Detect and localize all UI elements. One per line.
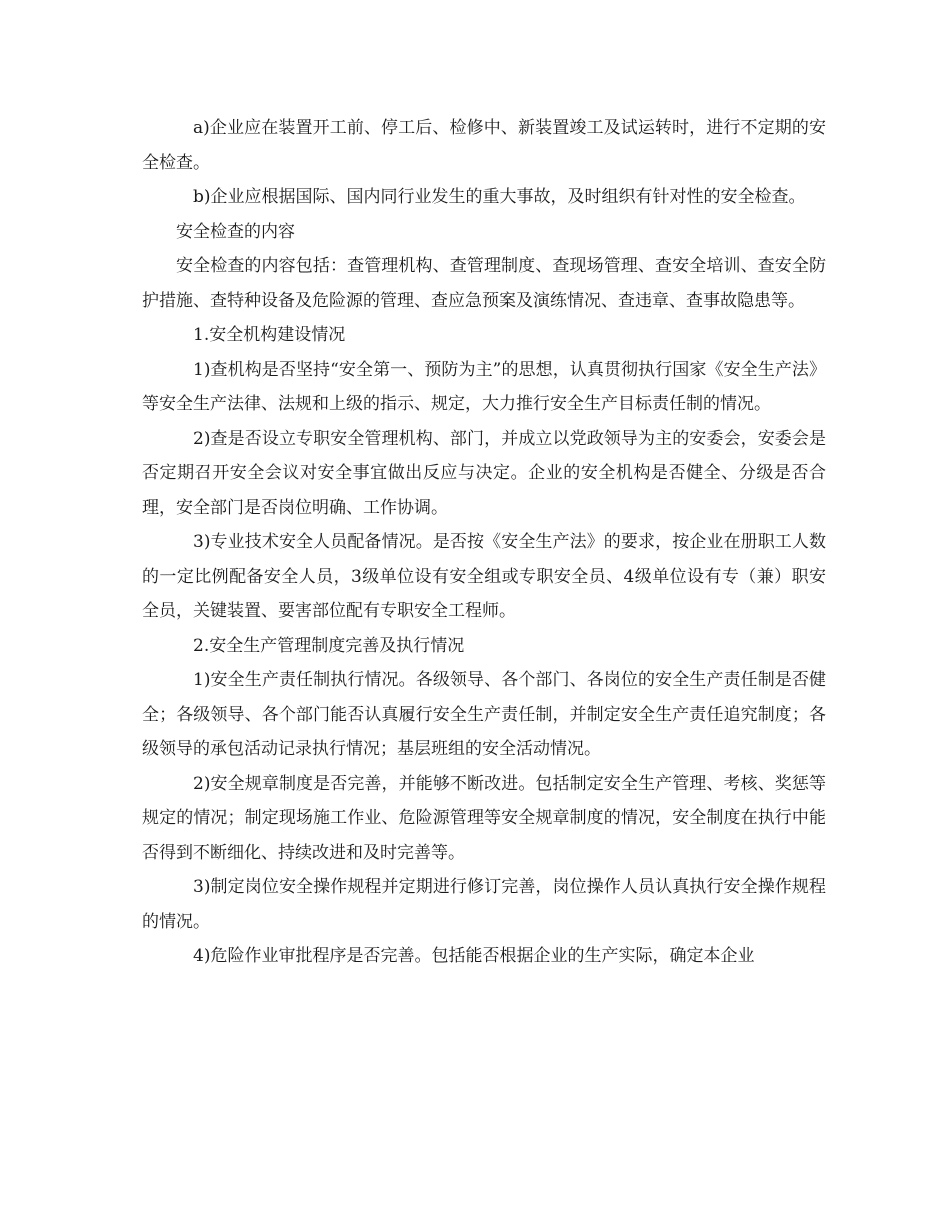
paragraph-system-2: 2)安全规章制度是否完善，并能够不断改进。包括制定安全生产管理、考核、奖惩等规定的情况；制定现场施工作业、危险源管理等安全规章制度的情况，安全制度在执行中能否得到不断细化、持续改进和及时完善等。: [142, 773, 826, 863]
paragraph-check-content-list: 安全检查的内容包括：查管理机构、查管理制度、查现场管理、查安全培训、查安全防护措施、查特种设备及危险源的管理、查应急预案及演练情况、查违章、查事故隐患等。: [142, 256, 826, 311]
paragraph-organization-1: 1)查机构是否坚持“安全第一、预防为主”的思想，认真贯彻执行国家《安全生产法》等安全生产法律、法规和上级的指示、规定，大力推行安全生产目标责任制的情况。: [142, 359, 826, 414]
document-body: [142, 111, 826, 974]
section-heading-check-content: 安全检查的内容: [176, 221, 295, 242]
paragraph-organization-2: 2)查是否设立专职安全管理机构、部门，并成立以党政领导为主的安委会，安委会是否定期召开安全会议对安全事宜做出反应与决定。企业的安全机构是否健全、分级是否合理，安全部门是否岗位明确、工作协调。: [142, 428, 826, 518]
paragraph-system-4: 4)危险作业审批程序是否完善。包括能否根据企业的生产实际，确定本企业: [193, 946, 755, 966]
paragraph-system-1: 1)安全生产责任制执行情况。各级领导、各个部门、各岗位的安全生产责任制是否健全；各级领导、各个部门能否认真履行安全生产责任制，并制定安全生产责任追究制度；各级领导的承包活动记录执行情况；基层班组的安全活动情况。: [142, 670, 826, 759]
section-heading-management-system: 2.安全生产管理制度完善及执行情况: [193, 635, 465, 656]
paragraph-check-accidents: b)企业应根据国际、国内同行业发生的重大事故，及时组织有针对性的安全检查。: [193, 187, 806, 207]
paragraph-organization-3: 3)专业技术安全人员配备情况。是否按《安全生产法》的要求，按企业在册职工人数的一定比例配备安全人员，3级单位设有安全组或专职安全员、4级单位设有专（兼）职安全员，关键装置、要害部位配有专职安全工程师。: [142, 532, 826, 621]
paragraph-system-3: 3)制定岗位安全操作规程并定期进行修订完善，岗位操作人员认真执行安全操作规程的情况。: [142, 877, 826, 932]
paragraph-check-timing: a)企业应在装置开工前、停工后、检修中、新装置竣工及试运转时，进行不定期的安全检查。: [142, 118, 826, 173]
section-heading-safety-organization: 1.安全机构建设情况: [193, 325, 346, 345]
